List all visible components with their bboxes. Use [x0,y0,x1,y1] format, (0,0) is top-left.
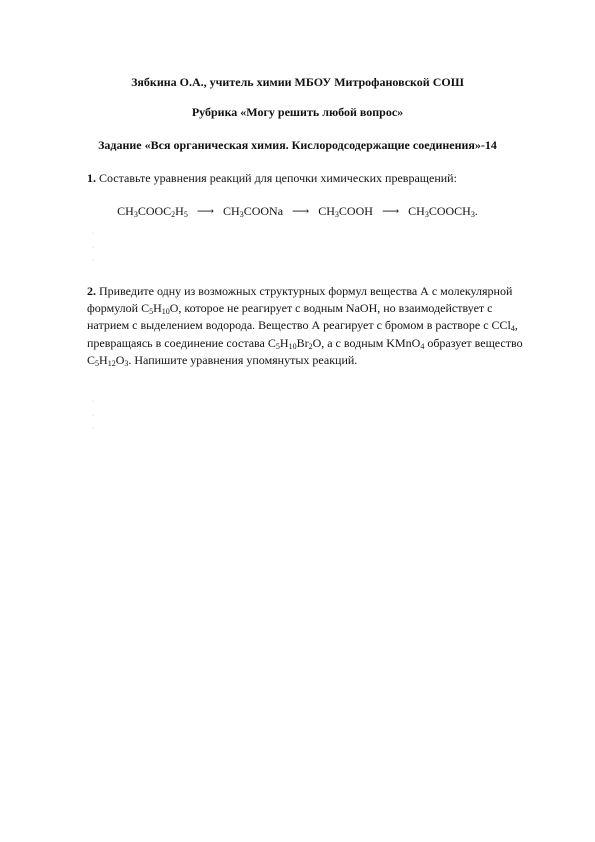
arrow-icon: ⟶ [292,204,310,218]
compound-sodium-acetate: $CH_3COONa$ [223,204,284,219]
task1-statement [87,172,457,184]
arrow-icon: ⟶ [196,204,215,218]
author-line: Зябкина О.А., учитель химии МБОУ Митрофановской СОШ [131,75,464,89]
arrow-icon: ⟶ [381,204,400,218]
paragraph-marker: · [92,413,94,419]
assignment-title: Задание «Вся органическая химия. Кислородсодержащие соединения»-14 [98,138,497,152]
compound-ethyl-acetate: $CH_3COOC_2H_5$ [117,204,188,219]
compound-methyl-acetate: $CH_3COOCH_3$. [408,204,478,219]
paragraph-marker: · [92,258,94,264]
task2-number: 2. [87,284,96,298]
task1-text: Составьте уравнения реакций для цепочки химических превращений: [96,171,457,185]
paragraph-marker: · [92,426,94,432]
paragraph-marker: · [92,245,94,251]
paragraph-marker: · [92,230,94,236]
compound-acetic-acid: $CH_3COOH$ [318,204,373,219]
task1-number: 1. [87,171,96,185]
paragraph-marker: · [92,399,94,405]
rubric-line: Рубрика «Могу решить любой вопрос» [191,105,404,119]
task2-statement: 2. Приведите одну из возможных структурных формул вещества А с молекулярной формулой $C_5H_{10}O$, которое не реагирует с водным NaOH, но взаимодействует с натрием с выделением водорода. Вещество А реагирует с бромом в растворе с CCl$_4$, превращаясь в соединение состава $C_5H_{10}Br_2O$, а с водным KMnO$_4$ образует вещество $C_5H_{12}O_3$. Напишите уравнения упомянутых реакций. [87,284,523,368]
reaction-chain [0,205,595,217]
